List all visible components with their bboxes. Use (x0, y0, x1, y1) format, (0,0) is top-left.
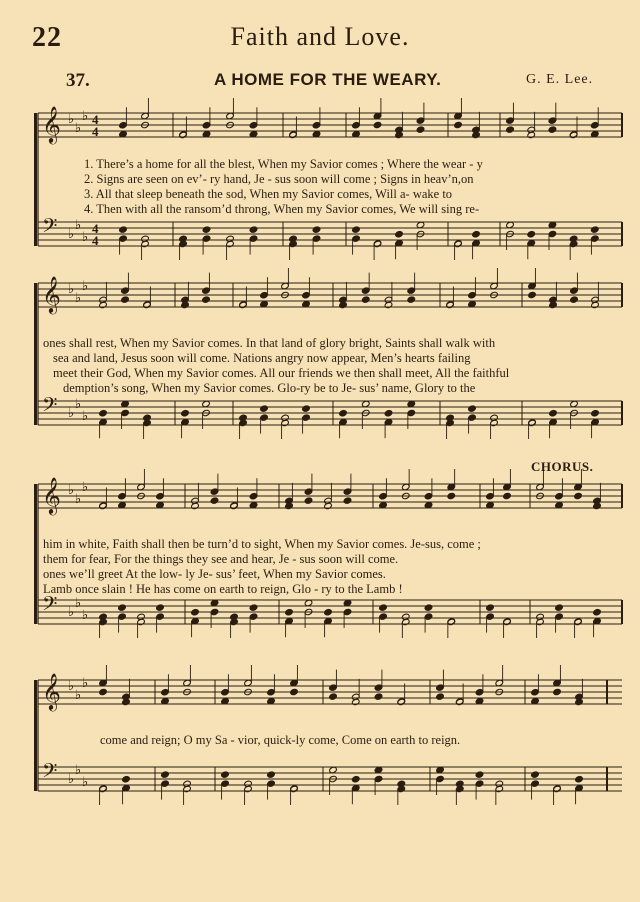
flat-icon: ♭ (68, 226, 75, 241)
note-head (324, 609, 333, 616)
note-head (202, 226, 211, 233)
note-head (99, 688, 108, 695)
note-head (118, 604, 127, 611)
note-head (527, 231, 536, 238)
flat-icon: ♭ (75, 687, 82, 702)
bass-clef-icon: 𝄢 (42, 393, 58, 421)
note-head (351, 776, 360, 783)
note-head (374, 693, 383, 700)
note-head (156, 604, 165, 611)
note-head (486, 604, 495, 611)
flat-icon: ♭ (75, 120, 82, 135)
note-head (503, 492, 512, 499)
note-head (221, 771, 230, 778)
lyric-line: 3. All that sleep beneath the sod, When my Savior comes, Will a- wake to (84, 187, 453, 201)
flat-icon: ♭ (68, 405, 75, 420)
flat-icon: ♭ (68, 678, 75, 693)
time-signature: 4 (92, 124, 99, 139)
note-head (424, 604, 433, 611)
flat-icon: ♭ (82, 675, 89, 690)
note-head (416, 126, 425, 133)
flat-icon: ♭ (82, 479, 89, 494)
bass-clef-icon: 𝄢 (42, 592, 58, 620)
note-head (210, 497, 219, 504)
flat-icon: ♭ (68, 111, 75, 126)
note-head (384, 410, 393, 417)
lyric-line: come and reign; O my Sa - vior, quick-ly come, Come on earth to reign. (100, 733, 461, 747)
note-head (99, 410, 108, 417)
flat-icon: ♭ (68, 604, 75, 619)
lyric-line: ones shall rest, When my Savior comes. In that land of glory bright, Saints shall walk with (43, 336, 496, 350)
flat-icon: ♭ (75, 290, 82, 305)
note-head (191, 609, 200, 616)
time-signature: 4 (92, 233, 99, 248)
system-bracket (34, 283, 37, 425)
flat-icon: ♭ (68, 771, 75, 786)
note-head (339, 410, 348, 417)
note-head (549, 410, 558, 417)
note-head (249, 604, 258, 611)
treble-clef-icon: 𝄞 (42, 105, 61, 143)
flat-icon: ♭ (82, 278, 89, 293)
note-head (285, 609, 294, 616)
note-head (312, 226, 321, 233)
running-title: Faith and Love. (230, 22, 410, 51)
note-head (361, 296, 370, 303)
note-head (343, 497, 352, 504)
note-head (122, 776, 131, 783)
note-head (555, 604, 564, 611)
bass-clef-icon: 𝄢 (42, 759, 58, 787)
lyric-line: sea and land, Jesus soon will come. Nations angry now appear, Men’s hearts failing (53, 351, 471, 365)
note-head (395, 231, 404, 238)
flat-icon: ♭ (75, 217, 82, 232)
note-head (373, 121, 382, 128)
note-head (593, 609, 602, 616)
note-head (304, 497, 313, 504)
note-head (472, 231, 481, 238)
note-head (121, 296, 130, 303)
note-head (570, 296, 579, 303)
bass-clef-icon: 𝄢 (42, 214, 58, 242)
treble-clef-icon: 𝄞 (42, 476, 61, 514)
flat-icon: ♭ (68, 281, 75, 296)
composer-credit: G. E. Lee. (526, 72, 594, 87)
lyric-line: ones we’ll greet At the low- ly Je- sus’ feet, When my Savior comes. (43, 567, 386, 581)
note-head (352, 226, 361, 233)
note-head (553, 688, 562, 695)
lyric-line: 2. Signs are seen on ev’- ry hand, Je - sus soon will come ; Signs in heav’n,on (84, 172, 474, 186)
note-head (506, 126, 515, 133)
note-head (575, 776, 584, 783)
note-head (407, 296, 416, 303)
note-head (475, 771, 484, 778)
note-head (591, 226, 600, 233)
note-head (379, 604, 388, 611)
note-head (202, 296, 211, 303)
time-signature: 4 (92, 221, 99, 236)
lyric-line: 4. Then with all the ransom’d throng, When my Savior comes, We will sing re- (84, 202, 480, 216)
note-head (447, 492, 456, 499)
note-head (531, 771, 540, 778)
lyric-line: him in white, Faith shall then be turn’d to sight, When my Savior comes. Je-sus, come ; (43, 537, 481, 551)
flat-icon: ♭ (82, 108, 89, 123)
flat-icon: ♭ (75, 762, 82, 777)
lyric-line: them for fear, For the things they see and hear, Je - sus soon will come. (43, 552, 399, 566)
note-head (249, 226, 258, 233)
note-head (454, 121, 463, 128)
flat-icon: ♭ (82, 408, 89, 423)
note-head (436, 693, 445, 700)
flat-icon: ♭ (82, 229, 89, 244)
note-head (591, 410, 600, 417)
flat-icon: ♭ (82, 607, 89, 622)
note-head (574, 492, 583, 499)
lyric-line: meet their God, When my Savior comes. All our friends we then shall meet, All the faithful (53, 366, 510, 380)
note-head (302, 405, 311, 412)
note-head (260, 405, 269, 412)
hymn-number: 37. (66, 70, 90, 91)
system-bracket (34, 680, 37, 791)
hymn-title: A HOME FOR THE WEARY. (214, 70, 442, 89)
note-head (528, 291, 537, 298)
time-signature: 4 (92, 112, 99, 127)
note-head (548, 126, 557, 133)
chorus-label: CHORUS. (531, 459, 594, 474)
note-head (181, 410, 190, 417)
page-number: 22 (32, 22, 62, 53)
note-head (468, 405, 477, 412)
system-bracket (34, 484, 37, 624)
note-head (267, 771, 276, 778)
lyric-line: 1. There’s a home for all the blest, When my Savior comes ; Where the wear - y (84, 157, 483, 171)
flat-icon: ♭ (75, 396, 82, 411)
note-head (290, 688, 299, 695)
flat-icon: ♭ (68, 482, 75, 497)
flat-icon: ♭ (82, 774, 89, 789)
note-head (161, 771, 170, 778)
flat-icon: ♭ (75, 491, 82, 506)
treble-clef-icon: 𝄞 (42, 672, 61, 710)
lyric-line: demption’s song, When my Savior comes. Glo-ry be to Je- sus’ name, Glory to the (63, 381, 476, 395)
lyric-line: Lamb once slain ! He has come on earth to reign, Glo - ry to the Lamb ! (43, 582, 403, 596)
flat-icon: ♭ (75, 595, 82, 610)
treble-clef-icon: 𝄞 (42, 275, 61, 313)
note-head (329, 693, 338, 700)
system-bracket (34, 113, 37, 246)
note-head (119, 226, 128, 233)
